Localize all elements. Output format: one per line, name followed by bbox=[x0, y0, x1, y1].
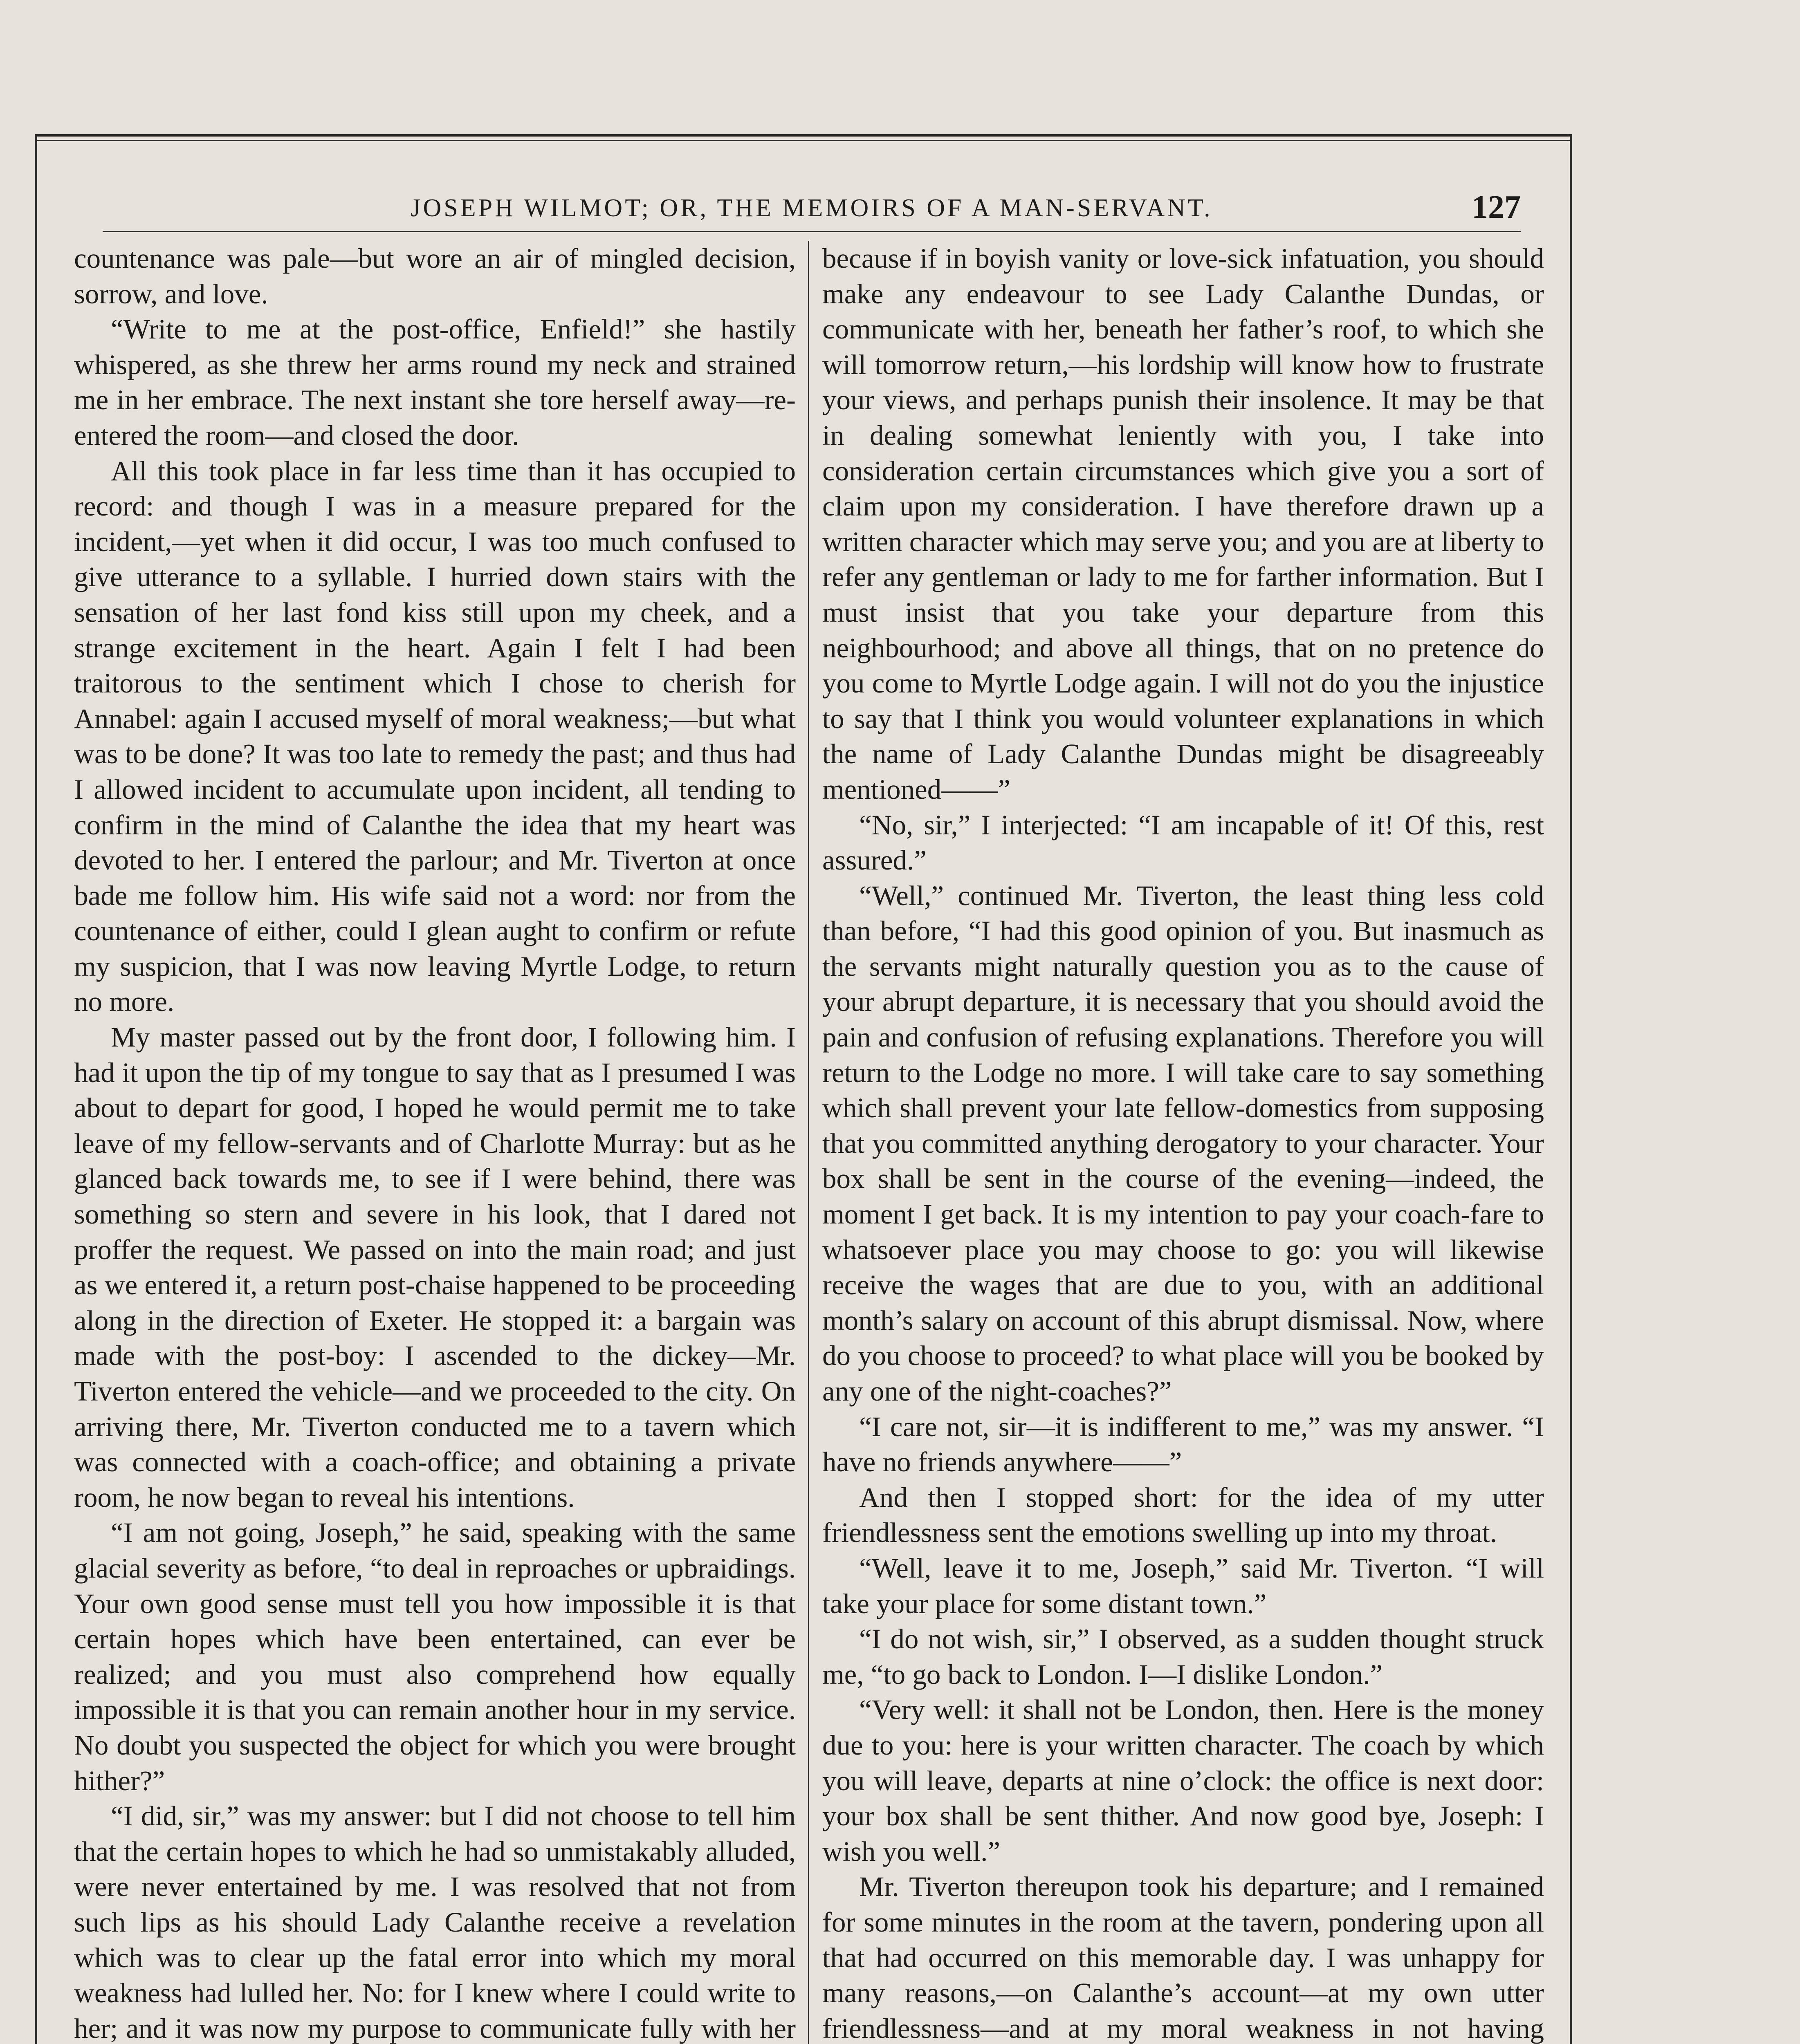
paragraph: And then I stopped short: for the idea of my utter friendlessness sent the emotions swelling up into my throat. bbox=[822, 1481, 1544, 1549]
running-header bbox=[103, 177, 1521, 231]
paragraph: countenance was pale—but wore an air of mingled decision, sorrow, and love. bbox=[74, 243, 796, 309]
header-rule bbox=[103, 231, 1521, 232]
paragraph: because if in boyish vanity or love-sick infatuation, you should make any endeavour to see Lady Calanthe Dundas, or communicate with her, beneath her father’s roof, to which she will tomorrow return,—his lordship will know how to frustrate your views, and perhaps punish their insolence. It may be that in dealing somewhat leniently with you, I take into consideration certain circumstances which give you a sort of claim upon my consideration. I have therefore drawn up a written character which may serve you; and you are at liberty to refer any gentleman or lady to me for farther information. But I must insist that you take your departure from this neighbourhood; and above all things, that on no pretence do you come to Myrtle Lodge again. I will not do you the injustice to say that I think you would volunteer explanations in which the name of Lady Calanthe Dundas might be disagreeably mentioned——” bbox=[822, 243, 1544, 805]
paragraph: All this took place in far less time than it has occupied to record: and though I was in a measure prepared for the incident,—yet when it did occur, I was too much confused to give utterance to a syllable. I hurried down stairs with the sensation of her last fond kiss still upon my cheek, and a strange excitement in the heart. Again I felt I had been traitorous to the sentiment which I chose to cherish for Annabel: again I accused myself of moral weakness;—but what was to be done? It was too late to remedy the past; and thus had I allowed incident to accumulate upon incident, all tending to confirm in the mind of Calanthe the idea that my heart was devoted to her. I entered the parlour; and Mr. Tiverton at once bade me follow him. His wife said not a word: nor from the countenance of either, could I glean aught to confirm or refute my suspicion, that I was now leaving Myrtle Lodge, to return no more. bbox=[74, 455, 796, 1018]
page-frame bbox=[35, 134, 1572, 2044]
running-title: JOSEPH WILMOT; OR, THE MEMOIRS OF A MAN-SERVANT. bbox=[411, 194, 1213, 222]
paragraph: “Very well: it shall not be London, then. Here is the money due to you: here is your written character. The coach by which you will leave, departs at nine o’clock: the office is next door: your box shall be sent thither. And now good bye, Joseph: I wish you well.” bbox=[822, 1694, 1544, 1867]
paragraph: “I care not, sir—it is indifferent to me,” was my answer. “I have no friends anywhere——” bbox=[822, 1411, 1544, 1478]
paragraph: “Well, leave it to me, Joseph,” said Mr. Tiverton. “I will take your place for some distant town.” bbox=[822, 1552, 1544, 1619]
column-divider bbox=[808, 241, 809, 2044]
page-number: 127 bbox=[1472, 189, 1521, 225]
paragraph: “Write to me at the post-office, Enfield!” she hastily whispered, as she threw her arms round my neck and strained me in her embrace. The next instant she tore herself away—re-entered the room—and closed the door. bbox=[74, 314, 796, 451]
frame-top-rule bbox=[37, 140, 1570, 141]
paragraph: “Well,” continued Mr. Tiverton, the least thing less cold than before, “I had this good opinion of you. But inasmuch as the servants might naturally question you as to the cause of your abrupt departure, it is necessary that you should avoid the pain and confusion of refusing explanations. Therefore you will return to the Lodge no more. I will take care to say something which shall prevent your late fellow-domestics from supposing that you committed anything derogatory to your character. Your box shall be sent in the course of the evening—indeed, the moment I get back. It is my intention to pay your coach-fare to whatsoever place you may choose to go: you will likewise receive the wages that are due to you, with an additional month’s salary on account of this abrupt dismissal. Now, where do you choose to proceed? to what place will you be booked by any one of the night-coaches?” bbox=[822, 880, 1544, 1407]
paragraph: “I am not going, Joseph,” he said, speaking with the same glacial severity as before, “to deal in reproaches or upbraidings. Your own good sense must tell you how impossible it is that certain hopes which have been entertained, can ever be realized; and you must also comprehend how equally impossible it is that you can remain another hour in my service. No doubt you suspected the object for which you were brought hither?” bbox=[74, 1517, 796, 1796]
paragraph: “I did, sir,” was my answer: but I did not choose to tell him that the certain hopes to which he had so unmistakably alluded, were never entertained by me. I was resolved that not from such lips as his should Lady Calanthe receive a revelation which was to clear up the fatal error into which my moral weakness had lulled her. No: for I knew where I could write to her; and it was now my purpose to communicate fully with her bbox=[74, 1800, 796, 2044]
left-column bbox=[74, 241, 796, 2044]
right-column bbox=[822, 241, 1544, 2044]
paragraph: “I do not wish, sir,” I observed, as a sudden thought struck me, “to go back to London. I—I dislike London.” bbox=[822, 1623, 1544, 1690]
paragraph: Mr. Tiverton thereupon took his departure; and I remained for some minutes in the room at the tavern, pondering upon all that had occurred on this memorable day. I was unhappy for many reasons,—on Calanthe’s account—at my own utter friendlessness—and at my moral weakness in not having bbox=[822, 1871, 1544, 2044]
paragraph: “No, sir,” I interjected: “I am incapable of it! Of this, rest assured.” bbox=[822, 809, 1544, 876]
paragraph: My master passed out by the front door, I following him. I had it upon the tip of my tongue to say that as I presumed I was about to depart for good, I hoped he would permit me to take leave of my fellow-servants and of Charlotte Murray: but as he glanced back towards me, to see if I were behind, there was something so stern and severe in his look, that I dared not proffer the request. We passed on into the main road; and just as we entered it, a return post-chaise happened to be proceeding along in the direction of Exeter. He stopped it: a bargain was made with the post-boy: I ascended to the dickey—Mr. Tiverton entered the vehicle—and we proceeded to the city. On arriving there, Mr. Tiverton conducted me to a tavern which was connected with a coach-office; and obtaining a private room, he now began to reveal his intentions. bbox=[74, 1022, 796, 1513]
